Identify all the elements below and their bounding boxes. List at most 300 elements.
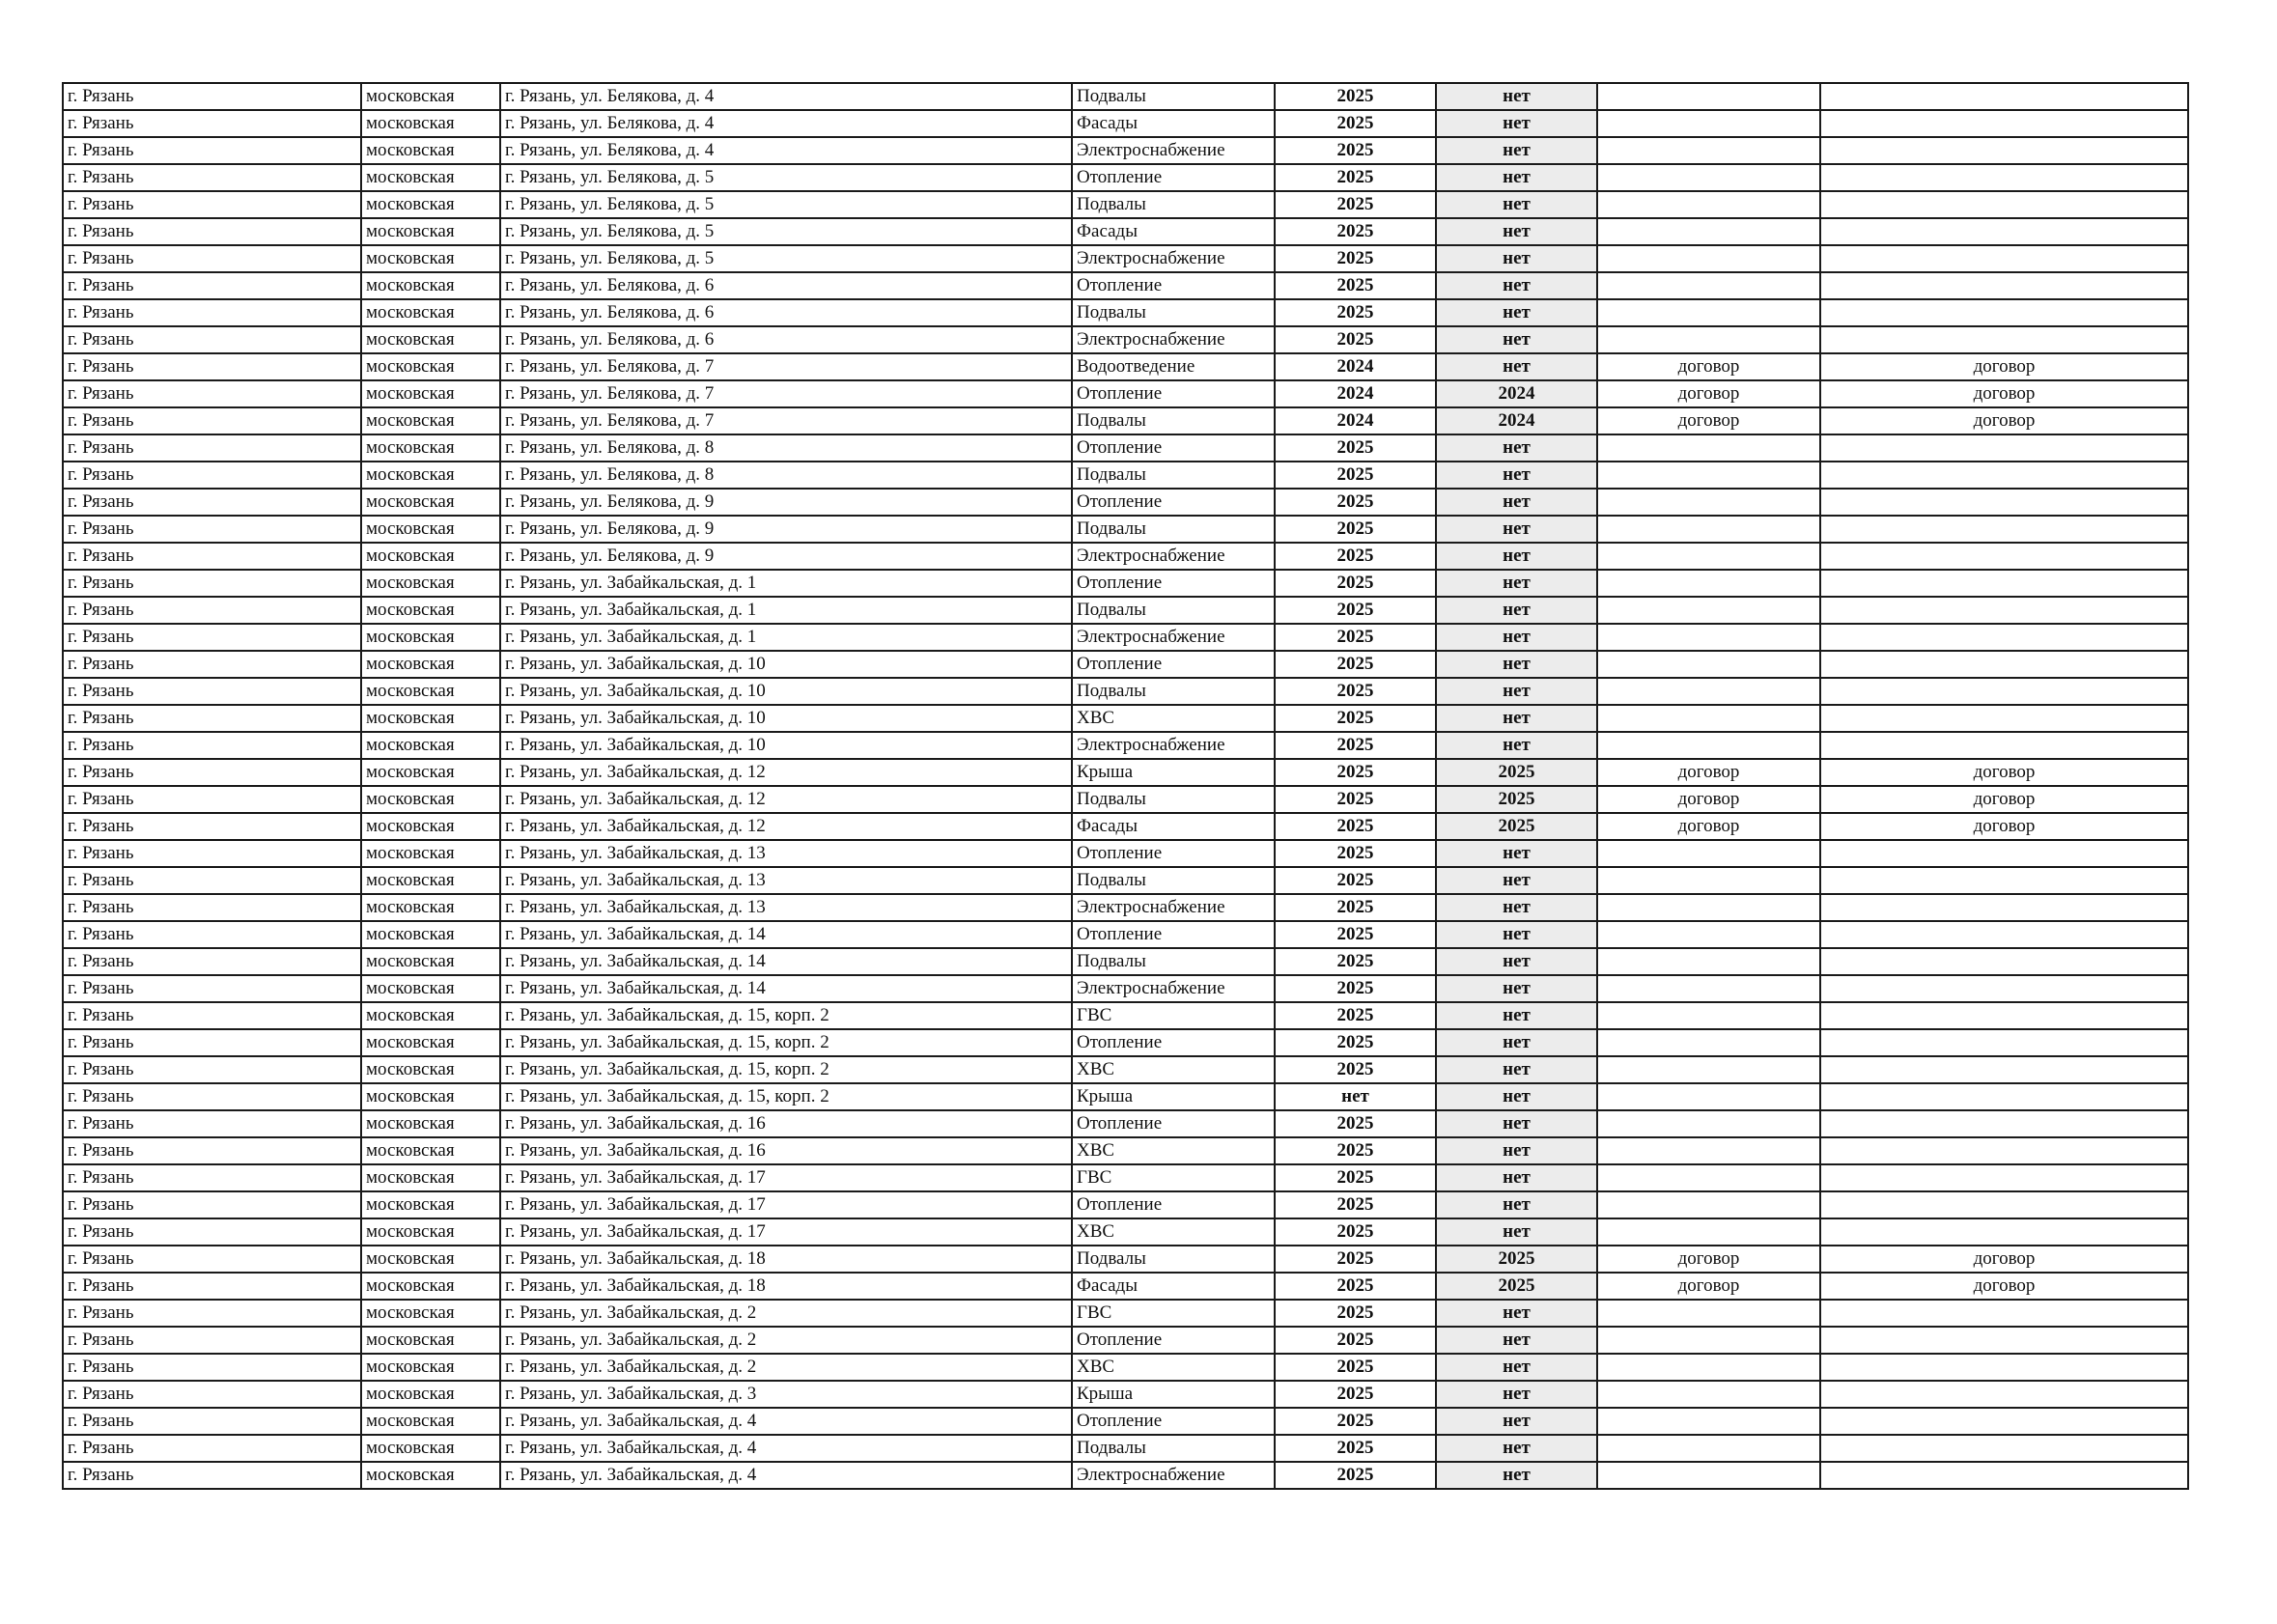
status-cell: нет [1436, 705, 1597, 732]
year-cell: 2025 [1275, 326, 1436, 353]
note-cell: договор [1597, 1273, 1820, 1300]
work-type-cell: ГВС [1072, 1002, 1275, 1029]
city-cell: г. Рязань [63, 597, 361, 624]
region-cell: московская [361, 407, 500, 434]
note-cell [1597, 83, 1820, 110]
note-cell [1597, 1083, 1820, 1110]
repair-schedule-table [62, 82, 2189, 1490]
work-type-cell: Электроснабжение [1072, 975, 1275, 1002]
address-cell: г. Рязань, ул. Белякова, д. 7 [500, 380, 1072, 407]
city-cell: г. Рязань [63, 1327, 361, 1354]
work-type-cell: Отопление [1072, 1191, 1275, 1218]
note2-cell [1820, 245, 2188, 272]
note-cell: договор [1597, 759, 1820, 786]
note-cell [1597, 299, 1820, 326]
work-type-cell: Электроснабжение [1072, 1462, 1275, 1489]
note2-cell [1820, 1110, 2188, 1137]
note2-cell: договор [1820, 813, 2188, 840]
region-cell: московская [361, 137, 500, 164]
city-cell: г. Рязань [63, 1137, 361, 1164]
year-cell: 2025 [1275, 543, 1436, 570]
work-type-cell: Отопление [1072, 272, 1275, 299]
table-row [63, 1002, 2188, 1029]
region-cell: московская [361, 516, 500, 543]
work-type-cell: Подвалы [1072, 462, 1275, 489]
note-cell [1597, 1435, 1820, 1462]
city-cell: г. Рязань [63, 83, 361, 110]
status-cell: нет [1436, 570, 1597, 597]
address-cell: г. Рязань, ул. Забайкальская, д. 10 [500, 705, 1072, 732]
city-cell: г. Рязань [63, 1300, 361, 1327]
table-row [63, 1381, 2188, 1408]
region-cell: московская [361, 1110, 500, 1137]
status-cell: нет [1436, 272, 1597, 299]
note-cell [1597, 948, 1820, 975]
year-cell: 2025 [1275, 759, 1436, 786]
year-cell: 2025 [1275, 110, 1436, 137]
note-cell [1597, 164, 1820, 191]
work-type-cell: Электроснабжение [1072, 624, 1275, 651]
region-cell: московская [361, 83, 500, 110]
city-cell: г. Рязань [63, 1083, 361, 1110]
note2-cell [1820, 1435, 2188, 1462]
region-cell: московская [361, 1002, 500, 1029]
address-cell: г. Рязань, ул. Забайкальская, д. 1 [500, 624, 1072, 651]
table-row [63, 1408, 2188, 1435]
address-cell: г. Рязань, ул. Белякова, д. 9 [500, 543, 1072, 570]
region-cell: московская [361, 813, 500, 840]
note-cell [1597, 570, 1820, 597]
work-type-cell: Подвалы [1072, 516, 1275, 543]
region-cell: московская [361, 1246, 500, 1273]
city-cell: г. Рязань [63, 651, 361, 678]
table-row [63, 1110, 2188, 1137]
region-cell: московская [361, 678, 500, 705]
year-cell: 2025 [1275, 1002, 1436, 1029]
address-cell: г. Рязань, ул. Белякова, д. 6 [500, 326, 1072, 353]
status-cell: нет [1436, 624, 1597, 651]
city-cell: г. Рязань [63, 164, 361, 191]
year-cell: 2025 [1275, 1354, 1436, 1381]
region-cell: московская [361, 1056, 500, 1083]
year-cell: 2025 [1275, 1381, 1436, 1408]
year-cell: 2025 [1275, 732, 1436, 759]
note2-cell [1820, 1381, 2188, 1408]
region-cell: московская [361, 1300, 500, 1327]
status-cell: 2025 [1436, 786, 1597, 813]
status-cell: 2024 [1436, 407, 1597, 434]
city-cell: г. Рязань [63, 570, 361, 597]
note-cell: договор [1597, 407, 1820, 434]
table-row [63, 624, 2188, 651]
work-type-cell: Крыша [1072, 759, 1275, 786]
region-cell: московская [361, 759, 500, 786]
status-cell: нет [1436, 1408, 1597, 1435]
note2-cell: договор [1820, 1273, 2188, 1300]
work-type-cell: Подвалы [1072, 191, 1275, 218]
table-row [63, 921, 2188, 948]
table-row [63, 1246, 2188, 1273]
region-cell: московская [361, 1273, 500, 1300]
address-cell: г. Рязань, ул. Забайкальская, д. 15, корп. 2 [500, 1029, 1072, 1056]
status-cell: нет [1436, 678, 1597, 705]
status-cell: нет [1436, 840, 1597, 867]
address-cell: г. Рязань, ул. Забайкальская, д. 2 [500, 1300, 1072, 1327]
note2-cell [1820, 678, 2188, 705]
year-cell: 2025 [1275, 489, 1436, 516]
note-cell [1597, 840, 1820, 867]
table-row [63, 1029, 2188, 1056]
region-cell: московская [361, 624, 500, 651]
region-cell: московская [361, 245, 500, 272]
note-cell [1597, 732, 1820, 759]
region-cell: московская [361, 543, 500, 570]
city-cell: г. Рязань [63, 948, 361, 975]
region-cell: московская [361, 1408, 500, 1435]
table-row [63, 110, 2188, 137]
status-cell: нет [1436, 867, 1597, 894]
status-cell: нет [1436, 1164, 1597, 1191]
status-cell: 2025 [1436, 813, 1597, 840]
city-cell: г. Рязань [63, 272, 361, 299]
table-row [63, 1083, 2188, 1110]
work-type-cell: Отопление [1072, 1408, 1275, 1435]
address-cell: г. Рязань, ул. Забайкальская, д. 12 [500, 813, 1072, 840]
city-cell: г. Рязань [63, 299, 361, 326]
address-cell: г. Рязань, ул. Белякова, д. 4 [500, 83, 1072, 110]
status-cell: 2024 [1436, 380, 1597, 407]
year-cell: 2025 [1275, 705, 1436, 732]
region-cell: московская [361, 867, 500, 894]
status-cell: нет [1436, 894, 1597, 921]
city-cell: г. Рязань [63, 1246, 361, 1273]
note2-cell [1820, 975, 2188, 1002]
note2-cell [1820, 110, 2188, 137]
note-cell [1597, 1462, 1820, 1489]
note2-cell [1820, 1056, 2188, 1083]
table-row [63, 462, 2188, 489]
table-row [63, 1354, 2188, 1381]
note2-cell [1820, 218, 2188, 245]
city-cell: г. Рязань [63, 1435, 361, 1462]
note-cell [1597, 434, 1820, 462]
region-cell: московская [361, 299, 500, 326]
address-cell: г. Рязань, ул. Белякова, д. 9 [500, 516, 1072, 543]
address-cell: г. Рязань, ул. Забайкальская, д. 13 [500, 867, 1072, 894]
note2-cell [1820, 326, 2188, 353]
note-cell [1597, 1408, 1820, 1435]
work-type-cell: ХВС [1072, 705, 1275, 732]
work-type-cell: Отопление [1072, 380, 1275, 407]
status-cell: нет [1436, 1191, 1597, 1218]
table-row [63, 380, 2188, 407]
city-cell: г. Рязань [63, 462, 361, 489]
work-type-cell: Отопление [1072, 1029, 1275, 1056]
address-cell: г. Рязань, ул. Забайкальская, д. 17 [500, 1164, 1072, 1191]
work-type-cell: ХВС [1072, 1354, 1275, 1381]
note2-cell [1820, 597, 2188, 624]
note2-cell [1820, 894, 2188, 921]
work-type-cell: Крыша [1072, 1083, 1275, 1110]
status-cell: нет [1436, 1056, 1597, 1083]
address-cell: г. Рязань, ул. Белякова, д. 8 [500, 434, 1072, 462]
address-cell: г. Рязань, ул. Белякова, д. 9 [500, 489, 1072, 516]
status-cell: нет [1436, 651, 1597, 678]
status-cell: нет [1436, 948, 1597, 975]
note2-cell: договор [1820, 353, 2188, 380]
year-cell: 2025 [1275, 1435, 1436, 1462]
status-cell: нет [1436, 1300, 1597, 1327]
address-cell: г. Рязань, ул. Забайкальская, д. 4 [500, 1462, 1072, 1489]
table-row [63, 651, 2188, 678]
city-cell: г. Рязань [63, 624, 361, 651]
note-cell [1597, 678, 1820, 705]
year-cell: 2025 [1275, 1218, 1436, 1246]
table-row [63, 948, 2188, 975]
work-type-cell: ХВС [1072, 1056, 1275, 1083]
address-cell: г. Рязань, ул. Забайкальская, д. 16 [500, 1110, 1072, 1137]
status-cell: нет [1436, 1002, 1597, 1029]
region-cell: московская [361, 921, 500, 948]
work-type-cell: ХВС [1072, 1218, 1275, 1246]
year-cell: 2025 [1275, 975, 1436, 1002]
note2-cell [1820, 1137, 2188, 1164]
note-cell [1597, 137, 1820, 164]
address-cell: г. Рязань, ул. Забайкальская, д. 18 [500, 1273, 1072, 1300]
note-cell [1597, 894, 1820, 921]
table-row [63, 218, 2188, 245]
table-row [63, 867, 2188, 894]
table-row [63, 1273, 2188, 1300]
year-cell: 2024 [1275, 380, 1436, 407]
note2-cell [1820, 948, 2188, 975]
table-row [63, 326, 2188, 353]
status-cell: нет [1436, 164, 1597, 191]
status-cell: нет [1436, 137, 1597, 164]
status-cell: нет [1436, 353, 1597, 380]
work-type-cell: Электроснабжение [1072, 732, 1275, 759]
note2-cell: договор [1820, 786, 2188, 813]
table-row [63, 353, 2188, 380]
region-cell: московская [361, 1381, 500, 1408]
year-cell: 2025 [1275, 1137, 1436, 1164]
region-cell: московская [361, 1327, 500, 1354]
city-cell: г. Рязань [63, 1462, 361, 1489]
table-row [63, 1137, 2188, 1164]
table-row [63, 407, 2188, 434]
note-cell [1597, 326, 1820, 353]
table-row [63, 543, 2188, 570]
year-cell: 2025 [1275, 597, 1436, 624]
table-row [63, 1327, 2188, 1354]
work-type-cell: Фасады [1072, 1273, 1275, 1300]
status-cell: нет [1436, 434, 1597, 462]
note-cell [1597, 1029, 1820, 1056]
year-cell: 2025 [1275, 1056, 1436, 1083]
region-cell: московская [361, 218, 500, 245]
year-cell: 2025 [1275, 1191, 1436, 1218]
address-cell: г. Рязань, ул. Забайкальская, д. 15, корп. 2 [500, 1083, 1072, 1110]
year-cell: 2025 [1275, 191, 1436, 218]
year-cell: 2025 [1275, 137, 1436, 164]
status-cell: 2025 [1436, 759, 1597, 786]
table-row [63, 191, 2188, 218]
city-cell: г. Рязань [63, 1002, 361, 1029]
note-cell [1597, 1164, 1820, 1191]
address-cell: г. Рязань, ул. Белякова, д. 4 [500, 110, 1072, 137]
city-cell: г. Рязань [63, 110, 361, 137]
note2-cell: договор [1820, 380, 2188, 407]
work-type-cell: Подвалы [1072, 678, 1275, 705]
status-cell: нет [1436, 543, 1597, 570]
note-cell [1597, 921, 1820, 948]
note-cell [1597, 245, 1820, 272]
table-row [63, 840, 2188, 867]
year-cell: 2024 [1275, 353, 1436, 380]
year-cell: 2025 [1275, 164, 1436, 191]
note-cell [1597, 489, 1820, 516]
year-cell: 2025 [1275, 1029, 1436, 1056]
city-cell: г. Рязань [63, 1029, 361, 1056]
work-type-cell: Отопление [1072, 651, 1275, 678]
city-cell: г. Рязань [63, 705, 361, 732]
note2-cell [1820, 462, 2188, 489]
year-cell: 2025 [1275, 299, 1436, 326]
city-cell: г. Рязань [63, 894, 361, 921]
city-cell: г. Рязань [63, 137, 361, 164]
year-cell: 2025 [1275, 786, 1436, 813]
city-cell: г. Рязань [63, 1273, 361, 1300]
note-cell [1597, 1110, 1820, 1137]
status-cell: нет [1436, 489, 1597, 516]
city-cell: г. Рязань [63, 380, 361, 407]
note-cell [1597, 191, 1820, 218]
status-cell: нет [1436, 516, 1597, 543]
table-row [63, 732, 2188, 759]
city-cell: г. Рязань [63, 191, 361, 218]
note2-cell [1820, 299, 2188, 326]
year-cell: 2025 [1275, 245, 1436, 272]
address-cell: г. Рязань, ул. Белякова, д. 6 [500, 299, 1072, 326]
region-cell: московская [361, 705, 500, 732]
note-cell [1597, 1381, 1820, 1408]
note-cell [1597, 1137, 1820, 1164]
region-cell: московская [361, 191, 500, 218]
region-cell: московская [361, 840, 500, 867]
table-row [63, 1462, 2188, 1489]
region-cell: московская [361, 975, 500, 1002]
table-row [63, 813, 2188, 840]
note-cell [1597, 975, 1820, 1002]
city-cell: г. Рязань [63, 786, 361, 813]
note2-cell [1820, 516, 2188, 543]
city-cell: г. Рязань [63, 840, 361, 867]
table-row [63, 678, 2188, 705]
work-type-cell: Подвалы [1072, 597, 1275, 624]
note-cell: договор [1597, 786, 1820, 813]
city-cell: г. Рязань [63, 489, 361, 516]
year-cell: 2025 [1275, 1164, 1436, 1191]
work-type-cell: ГВС [1072, 1164, 1275, 1191]
note2-cell [1820, 1354, 2188, 1381]
address-cell: г. Рязань, ул. Белякова, д. 6 [500, 272, 1072, 299]
address-cell: г. Рязань, ул. Белякова, д. 5 [500, 218, 1072, 245]
note-cell [1597, 543, 1820, 570]
note2-cell [1820, 867, 2188, 894]
address-cell: г. Рязань, ул. Белякова, д. 8 [500, 462, 1072, 489]
region-cell: московская [361, 1435, 500, 1462]
work-type-cell: Отопление [1072, 434, 1275, 462]
address-cell: г. Рязань, ул. Забайкальская, д. 4 [500, 1435, 1072, 1462]
note2-cell [1820, 543, 2188, 570]
city-cell: г. Рязань [63, 1056, 361, 1083]
work-type-cell: Электроснабжение [1072, 894, 1275, 921]
work-type-cell: Отопление [1072, 489, 1275, 516]
region-cell: московская [361, 1029, 500, 1056]
address-cell: г. Рязань, ул. Белякова, д. 5 [500, 191, 1072, 218]
address-cell: г. Рязань, ул. Забайкальская, д. 12 [500, 759, 1072, 786]
work-type-cell: Подвалы [1072, 299, 1275, 326]
note2-cell [1820, 1002, 2188, 1029]
year-cell: 2025 [1275, 678, 1436, 705]
year-cell: 2025 [1275, 813, 1436, 840]
status-cell: нет [1436, 83, 1597, 110]
note2-cell [1820, 705, 2188, 732]
note-cell: договор [1597, 813, 1820, 840]
note-cell: договор [1597, 1246, 1820, 1273]
note2-cell [1820, 1327, 2188, 1354]
year-cell: 2025 [1275, 272, 1436, 299]
table-row [63, 83, 2188, 110]
note-cell [1597, 1002, 1820, 1029]
work-type-cell: ХВС [1072, 1137, 1275, 1164]
city-cell: г. Рязань [63, 1164, 361, 1191]
table-row [63, 299, 2188, 326]
year-cell: 2024 [1275, 407, 1436, 434]
address-cell: г. Рязань, ул. Забайкальская, д. 14 [500, 975, 1072, 1002]
region-cell: московская [361, 948, 500, 975]
address-cell: г. Рязань, ул. Белякова, д. 7 [500, 407, 1072, 434]
address-cell: г. Рязань, ул. Забайкальская, д. 2 [500, 1327, 1072, 1354]
table-row [63, 1435, 2188, 1462]
status-cell: нет [1436, 1083, 1597, 1110]
work-type-cell: Подвалы [1072, 948, 1275, 975]
work-type-cell: Фасады [1072, 110, 1275, 137]
table-row [63, 597, 2188, 624]
region-cell: московская [361, 786, 500, 813]
region-cell: московская [361, 272, 500, 299]
city-cell: г. Рязань [63, 1218, 361, 1246]
year-cell: 2025 [1275, 1273, 1436, 1300]
region-cell: московская [361, 434, 500, 462]
status-cell: нет [1436, 462, 1597, 489]
region-cell: московская [361, 1137, 500, 1164]
status-cell: нет [1436, 1381, 1597, 1408]
status-cell: нет [1436, 1218, 1597, 1246]
address-cell: г. Рязань, ул. Забайкальская, д. 15, корп. 2 [500, 1056, 1072, 1083]
work-type-cell: Электроснабжение [1072, 543, 1275, 570]
note-cell [1597, 1056, 1820, 1083]
note-cell [1597, 705, 1820, 732]
status-cell: нет [1436, 1110, 1597, 1137]
note-cell [1597, 516, 1820, 543]
note2-cell: договор [1820, 759, 2188, 786]
work-type-cell: Фасады [1072, 218, 1275, 245]
status-cell: нет [1436, 1435, 1597, 1462]
table-row [63, 516, 2188, 543]
city-cell: г. Рязань [63, 678, 361, 705]
note2-cell [1820, 164, 2188, 191]
